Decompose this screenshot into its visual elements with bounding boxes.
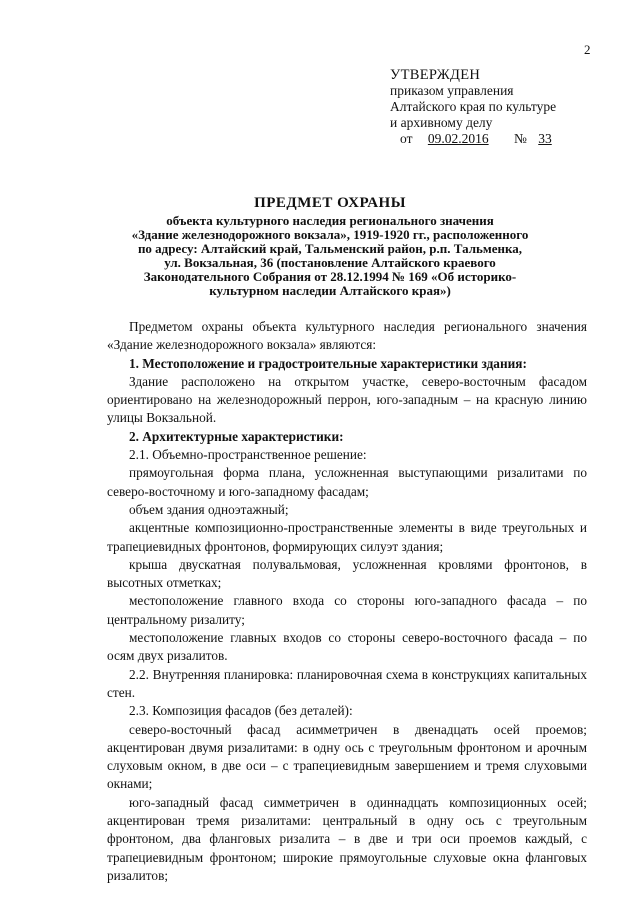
- section-2-3-heading: 2.3. Композиция фасадов (без деталей):: [129, 703, 353, 719]
- subtitle-line: Законодательного Собрания от 28.12.1994 № 169 «Об историко-: [143, 269, 517, 284]
- subtitle-line: ул. Вокзальная, 36 (постановление Алтайского краевого: [164, 255, 496, 270]
- section-1-heading: 1. Местоположение и градостроительные характеристики здания:: [129, 355, 527, 371]
- subtitle-line: по адресу: Алтайский край, Тальменский район, р.п. Тальменка,: [137, 241, 523, 256]
- approval-date-line: [400, 131, 610, 147]
- list-item: объем здания одноэтажный;: [129, 501, 289, 517]
- list-item: акцентные композиционно-пространственные элементы в виде треугольных и трапециевидных фронтонов, формирующих силуэт здания;: [107, 520, 587, 554]
- approval-line-2: Алтайского края по культуре: [390, 99, 557, 114]
- approval-line-1: приказом управления: [390, 83, 514, 98]
- number-prefix: №: [513, 131, 527, 146]
- approval-number: 33: [538, 131, 552, 146]
- section-1-text: Здание расположено на открытом участке, северо-восточным фасадом ориентировано на железнодорожный перрон, юго-западным – на красную линию улицы Вокзальной.: [107, 373, 587, 426]
- list-item: прямоугольная форма плана, усложненная выступающими ризалитами по северо-восточному и юго-западному фасадам;: [107, 465, 587, 499]
- section-2-heading: 2. Архитектурные характеристики:: [129, 428, 344, 444]
- list-item: крыша двускатная полувальмовая, усложненная кровлями фронтонов, в высотных отметках;: [107, 556, 587, 591]
- date-prefix: от: [400, 131, 413, 146]
- document-title-block: [90, 195, 570, 298]
- section-2-2-text: 2.2. Внутренняя планировка: планировочная схема в конструкциях капитальных стен.: [107, 666, 587, 700]
- list-item: местоположение главных входов со стороны северо-восточного фасада – по осям двух ризалитов.: [107, 630, 587, 664]
- document-body: [107, 318, 587, 885]
- approval-line-3: и архивному делу: [390, 115, 493, 130]
- subtitle-line: объекта культурного наследия регионального значения: [166, 213, 494, 228]
- list-item: местоположение главного входа со стороны юго-западного фасада – по центральному ризалиту;: [107, 593, 587, 627]
- approval-stamp: [390, 67, 610, 147]
- subtitle-line: культурном наследии Алтайского края»): [209, 283, 451, 298]
- section-2-1-heading: 2.1. Объемно-пространственное решение:: [129, 447, 367, 463]
- document-subtitle: [90, 214, 570, 298]
- intro-paragraph: Предметом охраны объекта культурного наследия регионального значения «Здание железнодорожного вокзала» являются:: [107, 319, 587, 353]
- approval-heading: УТВЕРЖДЕН: [390, 67, 481, 83]
- page-number: 2: [584, 42, 591, 57]
- list-item: северо-восточный фасад асимметричен в двенадцать осей проемов; акцентирован двумя ризалитами: в одну ось с треугольным фронтоном и арочным слуховым окном, в две оси – с трапециевидным завершением и тремя слуховыми окнами;: [107, 721, 587, 792]
- document-title: ПРЕДМЕТ ОХРАНЫ: [254, 195, 406, 211]
- list-item: юго-западный фасад симметричен в одиннадцать композиционных осей; акцентирован тремя ризалитами: центральный в одну ось с треугольным фронтоном, два фланговых ризалита – в две и три оси проемов каждый, с трапециевидным фронтоном; широкие прямоугольные слуховые окна фланговых ризалитов;: [107, 794, 587, 883]
- subtitle-line: «Здание железнодорожного вокзала», 1919-1920 гг., расположенного: [131, 227, 529, 242]
- approval-date: 09.02.2016: [427, 131, 489, 146]
